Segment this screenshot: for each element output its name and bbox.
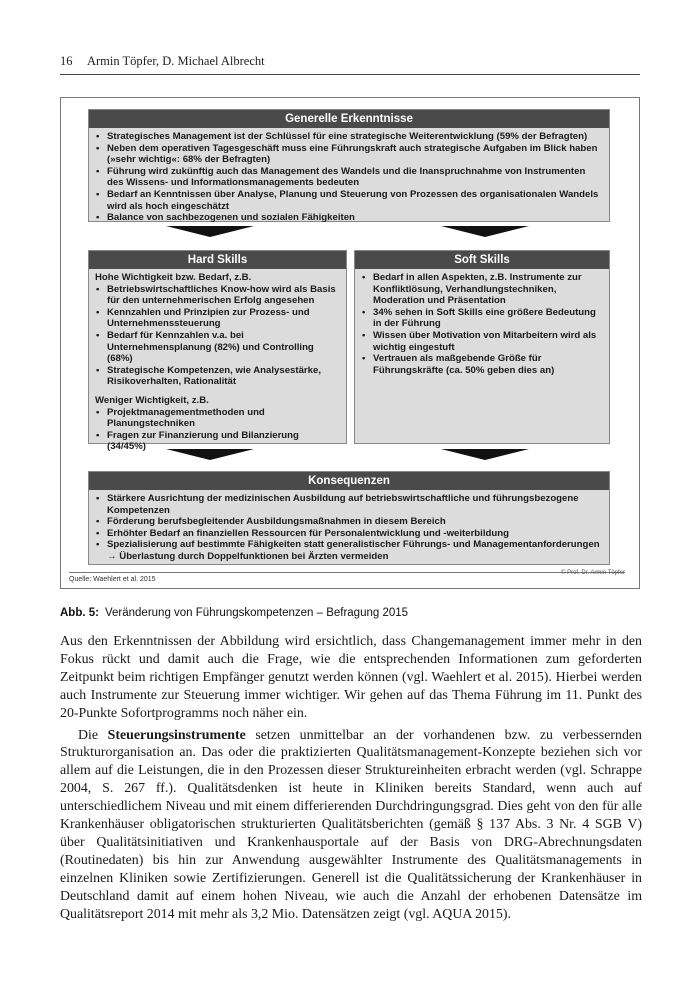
page-number: 16 bbox=[60, 54, 73, 68]
list-item: • Stärkere Ausrichtung der medizinischen Ausbildung auf betriebswirtschaftliche und führungsbezogene Kompetenzen bbox=[95, 493, 603, 516]
caption-label: Abb. 5: bbox=[60, 607, 99, 619]
arrow-down-right-2 bbox=[441, 449, 529, 460]
list-item: • Projektmanagementmethoden und Planungstechniken bbox=[95, 407, 340, 430]
paragraph-2 bbox=[60, 727, 642, 924]
arrow-down-right bbox=[441, 226, 529, 237]
list-soft bbox=[355, 269, 609, 379]
list-item: • Vertrauen als maßgebende Größe für Führungskräfte (ca. 50% geben dies an) bbox=[361, 353, 603, 376]
list-item: • Bedarf für Kennzahlen v.a. bei Unternehmensplanung (82%) und Controlling (68%) bbox=[95, 330, 340, 365]
list-item: • Betriebswirtschaftliches Know-how wird als Basis für den unternehmerischen Erfolg angesehen bbox=[95, 284, 340, 307]
running-head-authors: Armin Töpfer, D. Michael Albrecht bbox=[86, 54, 265, 68]
arrow-down-left bbox=[166, 226, 254, 237]
caption-text: Veränderung von Führungskompetenzen – Befragung 2015 bbox=[104, 607, 409, 619]
paragraph-2-lead: Die bbox=[78, 727, 108, 743]
list-item: • Führung wird zukünftig auch das Management des Wandels und die Inanspruchnahme von Instrumenten des Wissens- und Informationsmanagements bedeuten bbox=[95, 166, 603, 189]
hard-skills-low-label: Weniger Wichtigkeit, z.B. bbox=[95, 394, 209, 406]
box-title-hard-skills: Hard Skills bbox=[89, 251, 346, 269]
list-item: • Wissen über Motivation von Mitarbeitern wird als wichtig eingestuft bbox=[361, 330, 603, 353]
list-item: • 34% sehen in Soft Skills eine größere Bedeutung in der Führung bbox=[361, 307, 603, 330]
box-title-soft-skills: Soft Skills bbox=[355, 251, 609, 269]
figure-caption bbox=[60, 607, 640, 619]
list-item: • Spezialisierung auf bestimmte Fähigkeiten statt generalistischer Führungs- und Managementanforderungen → Überlastung durch Doppelfunktionen bei Ärzten vermeiden bbox=[95, 539, 603, 562]
list-item: • Strategisches Management ist der Schlüssel für eine strategische Weiterentwicklung (59% der Befragten) bbox=[95, 131, 603, 143]
paragraph-2-bold-term: Steuerungsinstrumente bbox=[107, 727, 246, 743]
running-head bbox=[60, 54, 640, 75]
list-item: • Erhöhter Bedarf an finanziellen Ressourcen für Personalentwicklung und -weiterbildung bbox=[95, 528, 603, 540]
figure-fuehrungskompetenzen bbox=[60, 97, 640, 589]
paragraph-2-rest: setzen unmittelbar an der vorhandenen bzw. zu verbessernden Strukturorganisation an. Das oder die praktizierten Qualitätsmanagement-Konzepte beziehen sich vor allem auf die Leistungen, die in den Prozessen dieser Struktureinheiten erbracht werden (vgl. Schrappe 2004, S. 267 ff.). Qualitätsdenken ist heute in Kliniken bereits Standard, wenn auch auf unterschiedlichem Niveau und mit einem differierenden Durchdringungsgrad. Dies geht von den für alle Krankenhäuser obligatorischen strukturierten Qualitätsberichten (gemäß § 137 Abs. 3 Nr. 4 SGB V) über Qualitätsinitiativen und Krankenhausportale auf der Basis von DRG-Abrechnungsdaten (Routinedaten) bis hin zur Anwendung ausgewählter Instrumente des Qualitätsmanagements in einzelnen Kliniken sowie Zertifizierungen. Generell ist die Qualitätssicherung der Krankenhäuser in Deutschland damit auf einem hohen Niveau, wie auch die Anzahl der erhobenen Datensätze im Qualitätsreport 2014 mit mehr als 3,2 Mio. Datensätzen zeigt (vgl. AQUA 2015). bbox=[60, 727, 642, 922]
arrow-down-left-2 bbox=[166, 449, 254, 460]
figure-copyright: © Prof. Dr. Armin Töpfer bbox=[561, 570, 625, 576]
list-hard-high bbox=[89, 284, 346, 391]
body-text bbox=[60, 633, 642, 924]
box-generelle-erkenntnisse bbox=[88, 109, 610, 222]
list-item: • Fragen zur Finanzierung und Bilanzierung (34/45%) bbox=[95, 430, 340, 453]
figure-footer-rule bbox=[69, 572, 625, 573]
box-soft-skills bbox=[354, 250, 610, 444]
box-konsequenzen bbox=[88, 471, 610, 565]
list-item: • Balance von sachbezogenen und sozialen Fähigkeiten bbox=[95, 212, 603, 224]
paragraph-1: Aus den Erkenntnissen der Abbildung wird ersichtlich, dass Changemanagement immer mehr in den Fokus rückt und damit auch die Frage, wie die entsprechenden Informationen zum geforderten Zeitpunkt beim richtigen Empfänger genutzt werden können (vgl. Waehlert et al. 2015). Hierbei werden auch Instrumente zur Steuerung immer wichtiger. Wir gehen auf das Thema Führung im 11. Punkt des 20-Punkte Sofortprogramms noch näher ein. bbox=[60, 634, 642, 721]
list-item: • Förderung berufsbegleitender Ausbildungsmaßnahmen in diesem Bereich bbox=[95, 516, 603, 528]
box-hard-skills bbox=[88, 250, 347, 453]
box-title-konsequenzen: Konsequenzen bbox=[89, 472, 609, 490]
list-item: • Bedarf in allen Aspekten, z.B. Instrumente zur Konfliktlösung, Verhandlungstechniken, Moderation und Präsentation bbox=[361, 272, 603, 307]
box-title-generelle: Generelle Erkenntnisse bbox=[89, 110, 609, 128]
list-konsequenzen bbox=[89, 490, 609, 566]
hard-skills-high-label: Hohe Wichtigkeit bzw. Bedarf, z.B. bbox=[95, 272, 252, 283]
list-item: • Strategische Kompetenzen, wie Analysestärke, Risikoverhalten, Rationalität bbox=[95, 365, 340, 388]
list-item: • Neben dem operativen Tagesgeschäft muss eine Führungskraft auch strategische Aufgaben im Blick haben (»sehr wichtig«: 68% der Befragten) bbox=[95, 143, 603, 166]
list-item: • Kennzahlen und Prinzipien zur Prozess- und Unternehmenssteuerung bbox=[95, 307, 340, 330]
list-generelle bbox=[89, 128, 609, 227]
figure-source: Quelle: Waehlert et al. 2015 bbox=[69, 576, 156, 583]
list-item: • Bedarf an Kenntnissen über Analyse, Planung und Steuerung von Prozessen des organisationalen Wandels wird als hoch eingeschätzt bbox=[95, 189, 603, 212]
